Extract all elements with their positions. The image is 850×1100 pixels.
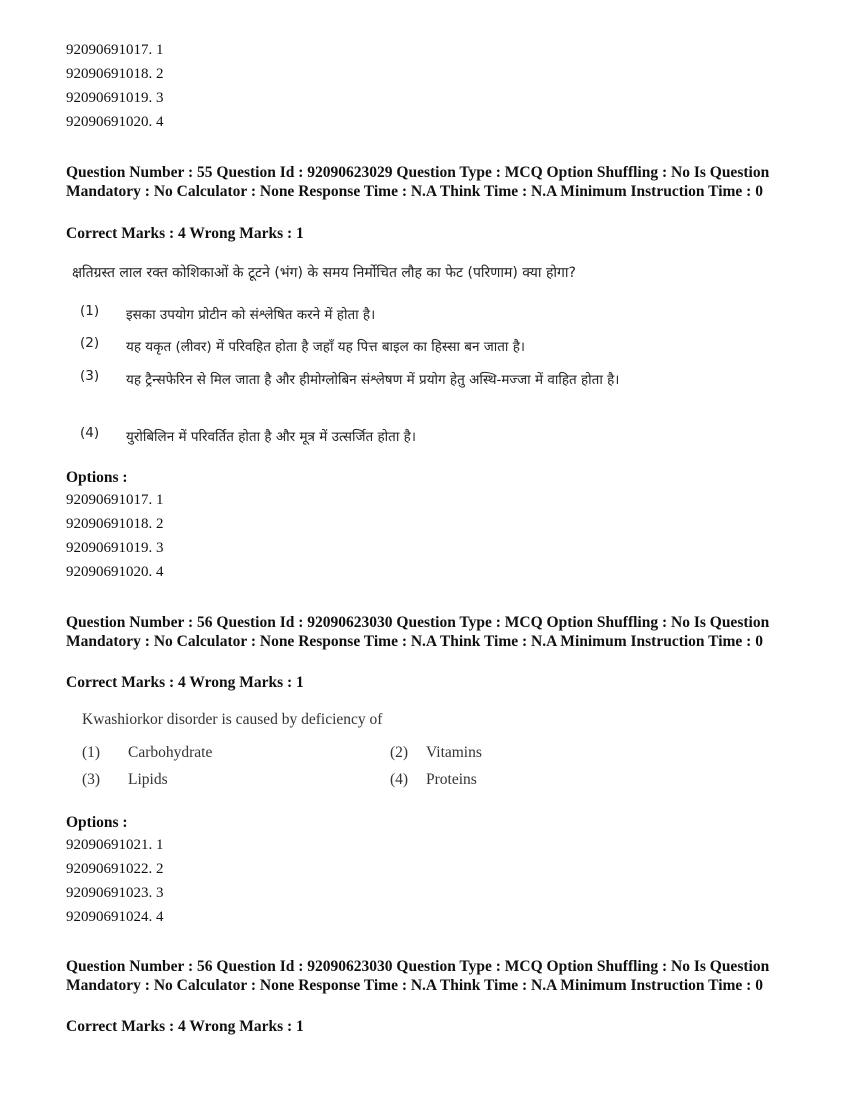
- answer-choice: [390, 771, 477, 789]
- question-text: क्षतिग्रस्त लाल रक्त कोशिकाओं के टूटने (भंग) के समय निर्मोचित लौह का फेट (परिणाम) क्या होगा?: [72, 265, 576, 281]
- option-line: 92090691022. 2: [66, 861, 164, 877]
- choice-number: (3): [82, 771, 101, 788]
- choice-text: Proteins: [426, 771, 477, 788]
- choice-number: (1): [82, 744, 101, 761]
- option-line: 92090691018. 2: [66, 66, 164, 82]
- option-line: 92090691023. 3: [66, 885, 164, 901]
- answer-choice: [80, 335, 720, 359]
- question-header: Question Number : 55 Question Id : 92090623029 Question Type : MCQ Option Shuffling : No Is Question Mandatory : No Calculator : None Response Time : N.A Think Time : N.A Minimum Instruction Time : 0: [66, 164, 770, 200]
- option-line: 92090691020. 4: [66, 114, 164, 130]
- choice-number: (4): [80, 425, 100, 441]
- question-header: Question Number : 56 Question Id : 92090623030 Question Type : MCQ Option Shuffling : No Is Question Mandatory : No Calculator : None Response Time : N.A Think Time : N.A Minimum Instruction Time : 0: [66, 958, 770, 994]
- option-line: 92090691017. 1: [66, 42, 164, 58]
- answer-choice: [80, 303, 720, 327]
- answer-choice: [82, 771, 168, 789]
- choice-text: यह यकृत (लीवर) में परिवहित होता है जहाँ यह पित्त बाइल का हिस्सा बन जाता है।: [126, 339, 526, 355]
- answer-choice: [82, 744, 212, 762]
- option-line: 92090691017. 1: [66, 492, 164, 508]
- question-header: Question Number : 56 Question Id : 92090623030 Question Type : MCQ Option Shuffling : No Is Question Mandatory : No Calculator : None Response Time : N.A Think Time : N.A Minimum Instruction Time : 0: [66, 614, 770, 650]
- choice-number: (2): [390, 744, 409, 761]
- marks-line: Correct Marks : 4 Wrong Marks : 1: [66, 225, 304, 242]
- choice-text: यह ट्रैन्सफेरिन से मिल जाता है और हीमोग्लोबिन संश्लेषण में प्रयोग हेतु अस्थि-मज्जा में वाहित होता है।: [126, 372, 620, 388]
- option-line: 92090691024. 4: [66, 909, 164, 925]
- option-line: 92090691021. 1: [66, 837, 164, 853]
- choice-number: (3): [80, 368, 100, 384]
- options-label: Options :: [66, 814, 128, 831]
- option-line: 92090691019. 3: [66, 540, 164, 556]
- option-line: 92090691019. 3: [66, 90, 164, 106]
- choice-number: (4): [390, 771, 409, 788]
- answer-choice: [80, 425, 720, 449]
- options-label: Options :: [66, 469, 128, 486]
- marks-line: Correct Marks : 4 Wrong Marks : 1: [66, 674, 304, 691]
- question-text: Kwashiorkor disorder is caused by deficiency of: [82, 711, 383, 728]
- choice-text: Lipids: [128, 771, 168, 788]
- option-line: 92090691020. 4: [66, 564, 164, 580]
- marks-line: Correct Marks : 4 Wrong Marks : 1: [66, 1018, 304, 1035]
- option-line: 92090691018. 2: [66, 516, 164, 532]
- choice-number: (1): [80, 303, 100, 319]
- choice-text: युरोबिलिन में परिवर्तित होता है और मूत्र में उत्सर्जित होता है।: [126, 429, 416, 445]
- choice-number: (2): [80, 335, 100, 351]
- choice-text: Vitamins: [426, 744, 482, 761]
- answer-choice: [80, 368, 720, 416]
- choice-text: Carbohydrate: [128, 744, 213, 761]
- choice-text: इसका उपयोग प्रोटीन को संश्लेषित करने में होता है।: [126, 307, 376, 323]
- answer-choice: [390, 744, 482, 762]
